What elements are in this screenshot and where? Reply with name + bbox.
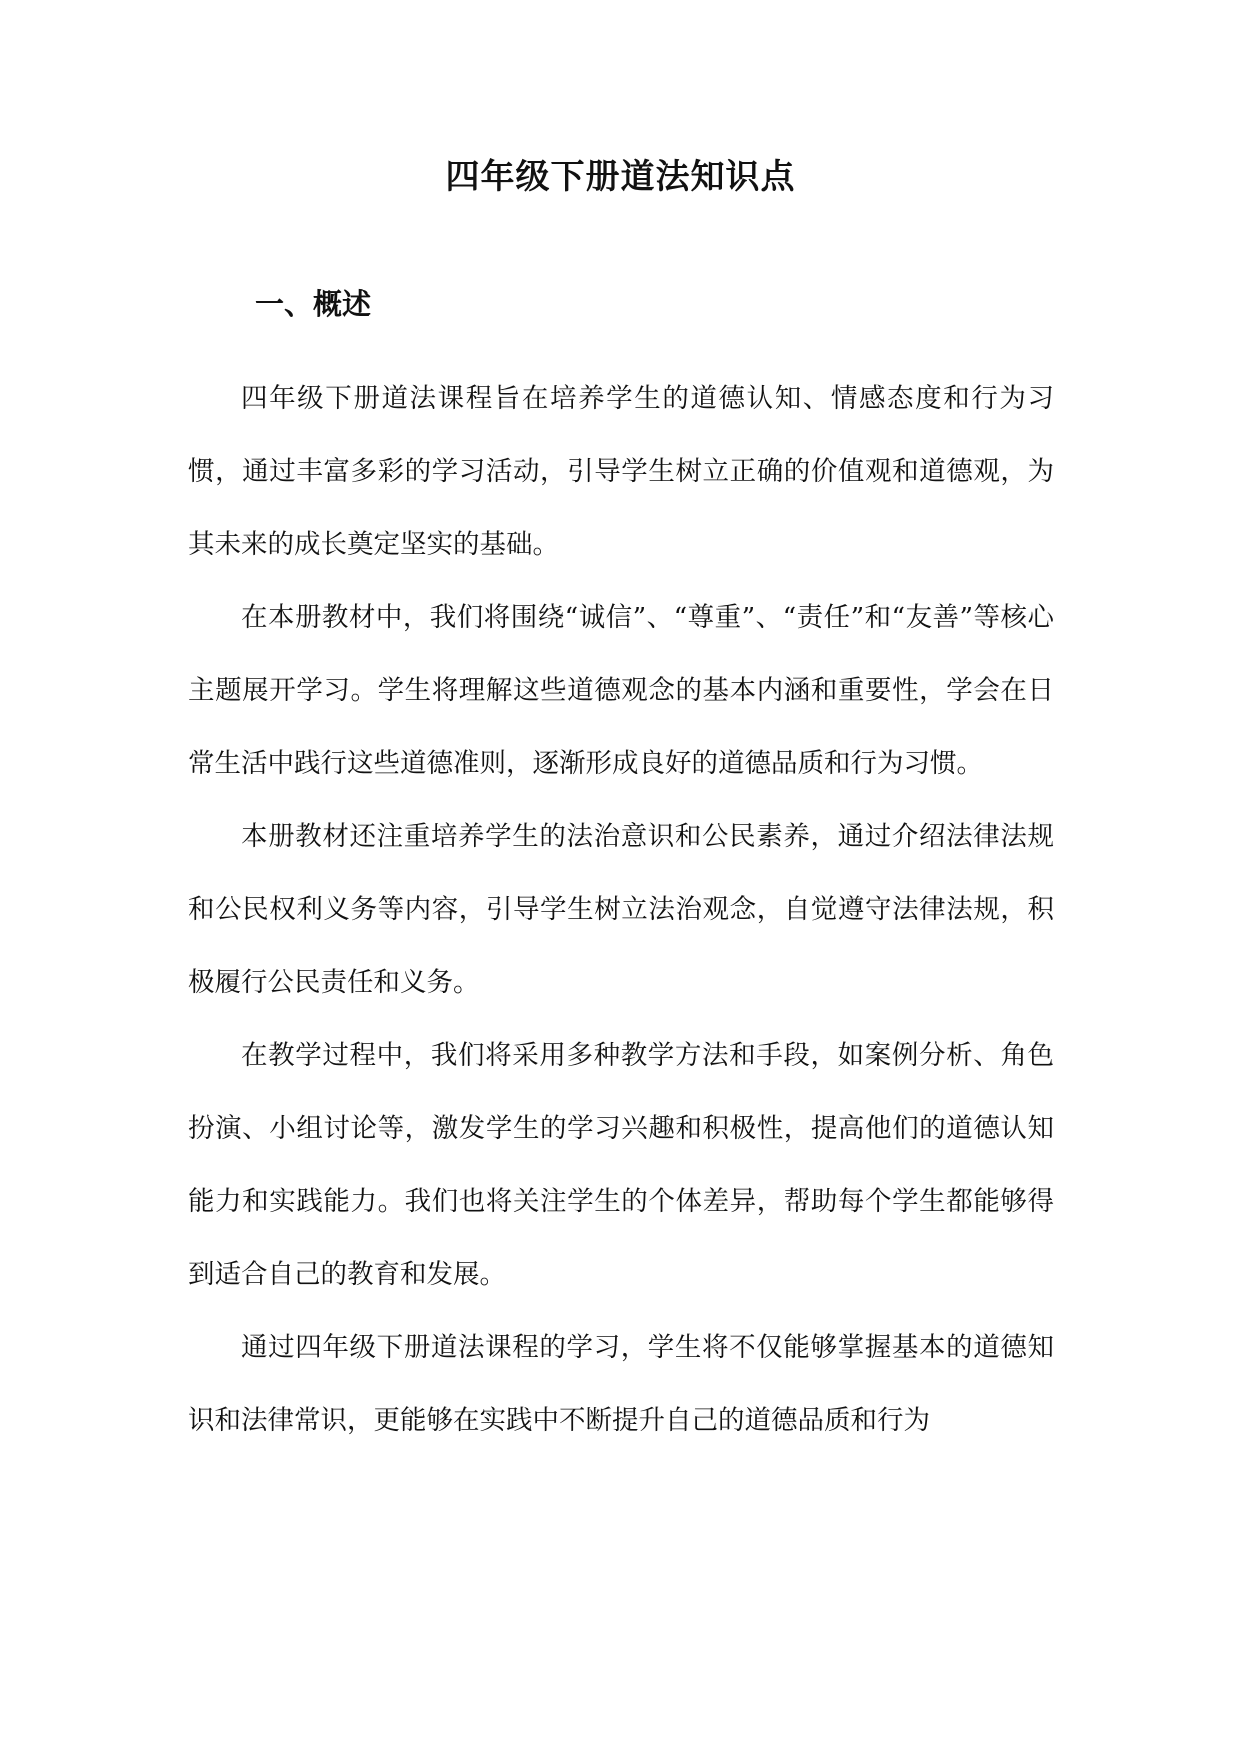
document-title: 四年级下册道法知识点 bbox=[445, 157, 796, 197]
paragraph: 在本册教材中，我们将围绕“诚信”、“尊重”、“责任”和“友善”等核心主题展开学习。学生将理解这些道德观念的基本内涵和重要性，学会在日常生活中践行这些道德准则，逐渐形成良好的道德品质和行为习惯。 bbox=[188, 602, 1054, 779]
section-heading: 一、概述 bbox=[255, 287, 372, 321]
paragraph: 通过四年级下册道法课程的学习，学生将不仅能够掌握基本的道德知识和法律常识，更能够在实践中不断提升自己的道德品质和行为 bbox=[188, 1332, 1054, 1436]
body-text bbox=[188, 362, 1054, 1457]
paragraph: 四年级下册道法课程旨在培养学生的道德认知、情感态度和行为习惯，通过丰富多彩的学习活动，引导学生树立正确的价值观和道德观，为其未来的成长奠定坚实的基础。 bbox=[188, 383, 1054, 560]
paragraph: 本册教材还注重培养学生的法治意识和公民素养，通过介绍法律法规和公民权利义务等内容，引导学生树立法治观念，自觉遵守法律法规，积极履行公民责任和义务。 bbox=[188, 821, 1054, 998]
paragraph: 在教学过程中，我们将采用多种教学方法和手段，如案例分析、角色扮演、小组讨论等，激发学生的学习兴趣和积极性，提高他们的道德认知能力和实践能力。我们也将关注学生的个体差异，帮助每个学生都能够得到适合自己的教育和发展。 bbox=[188, 1040, 1054, 1290]
